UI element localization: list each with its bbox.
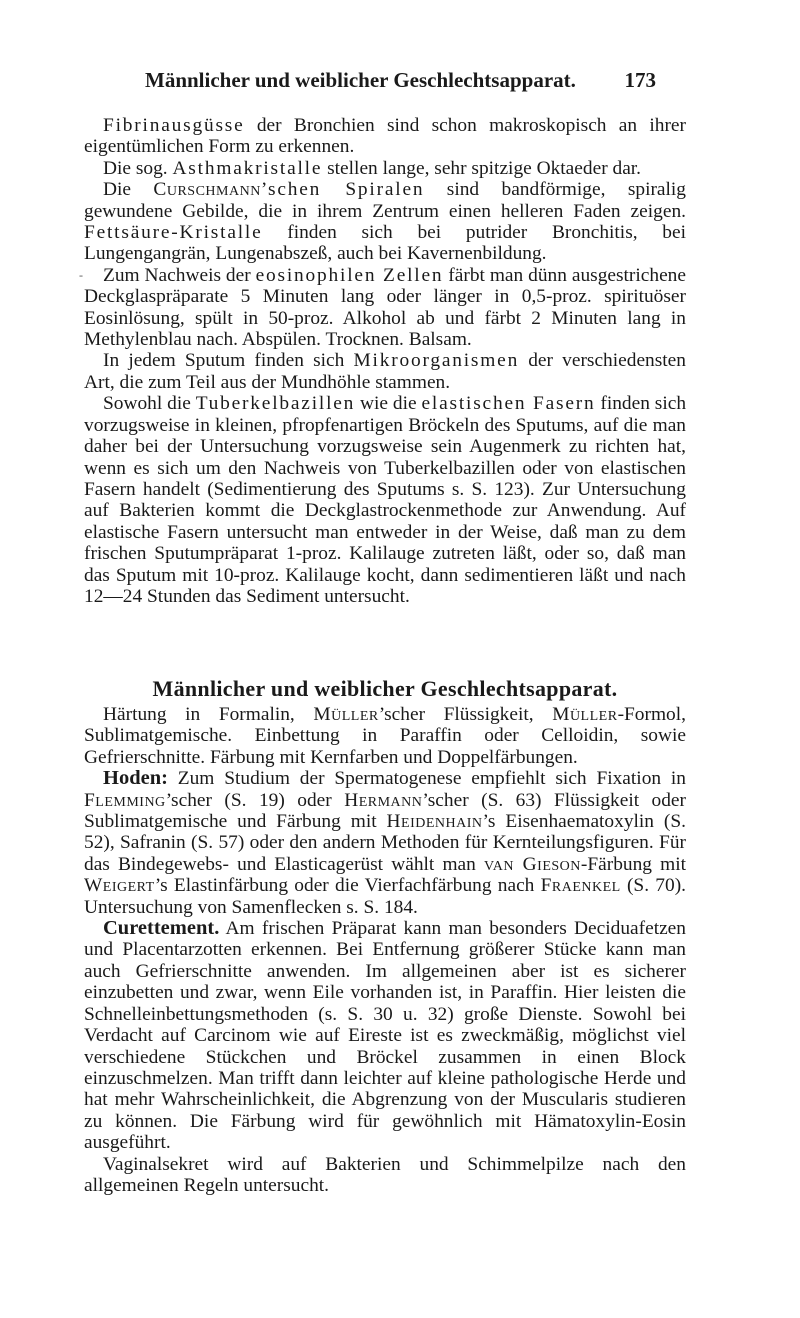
text-segment: Tuberkelbazillen (195, 393, 356, 415)
running-title: Männlicher und weiblicher Geschlechtsapparat. (145, 68, 576, 92)
text-segment: Müller (313, 704, 379, 725)
paragraph (84, 393, 686, 607)
text-segment: finden sich vorzugsweise in kleinen, pfropfenartigen Bröckeln des Sputums, auf die man daher bei der Untersuchung vorzugsweise sein Augenmerk zu richten hat, wenn es sich um den Nachweis von Tuberkelbazillen oder von elastischen Fasern handelt (Sedimentierung des Sputums s. S. 123). Zur Untersuchung auf Bakterien kommt die Deckglastrockenmethode zur Anwendung. Auf elastische Fasern untersucht man entweder in der Weise, daß man zu dem frischen Sputumpräparat 1-proz. Kalilauge zutreten läßt, oder so, daß man das Sputum mit 10-proz. Kalilauge kocht, dann sedimentieren läßt und nach 12—24 Stunden das Sediment untersucht. (84, 393, 687, 607)
text-segment: van Gieson (483, 853, 581, 875)
text-segment: Asthmakristalle (172, 157, 323, 179)
text-segment: Die (103, 179, 154, 201)
text-segment: färbt man dünn ausgestrichene Deckglaspräparate 5 Minuten lang oder länger in 0,5-proz. spirituöser Eosinlösung, spült in 50-proz. Alkohol ab und färbt 2 Minuten lang in Methylenblau nach. Abspülen. Trocknen. Balsam. (84, 264, 686, 351)
text-segment: Die sog. (103, 157, 173, 179)
text-segment: Am frischen Präparat kann man besonders Deciduafetzen und Placentarzotten erkennen. Bei Entfernung größerer Stücke kann man auch Gefrierschnitte anwenden. Im allgemeinen aber ist es sicherer einzubetten und zwar, wenn Eile vorhanden ist, in Paraffin. Hier leisten die Schnelleinbettungsmethoden (s. S. 30 u. 32) große Dienste. Sowohl bei Verdacht auf Carcinom wie auf Eireste ist es zweckmäßig, möglichst viel verschiedene Stückchen und Bröckel zusammen in einen Block einzuschmelzen. Man trifft dann leichter auf kleine pathologische Herde und hat mehr Wahrscheinlichkeit, die Abgrenzung von der Muscularis studieren zu können. Die Färbung wird für gewöhnlich mit Hämatoxylin-Eosin ausgeführt. (84, 918, 686, 1154)
text-segment: ’s Elastinfärbung oder die Vierfachfärbung nach (154, 875, 541, 897)
text-segment: sind bandförmige, spiralig gewundene Gebilde, die in ihrem Zentrum einen helleren Faden zeigen. (84, 179, 686, 222)
paragraph (84, 179, 686, 265)
page-number: 173 (624, 68, 656, 92)
text-segment: finden sich bei putrider Bronchitis, bei Lungengangrän, Lungenabszeß, auch bei Kavernenbildung. (84, 222, 686, 265)
paragraph (84, 158, 686, 179)
text-segment: Hoden: (103, 767, 168, 790)
text-segment: -Formol, Sublimatgemische. Einbettung in Paraffin oder Celloidin, sowie Gefrierschnitte. Färbung mit Kernfarben und Doppelfärbungen. (84, 704, 686, 768)
text-segment: Fettsäure-Kristalle (84, 222, 263, 244)
text-segment: elastischen Fasern (421, 393, 596, 415)
text-segment: Härtung in Formalin, (103, 704, 314, 725)
text-segment: Weigert (84, 875, 155, 897)
paragraph (84, 768, 686, 918)
text-segment: Curettement. (103, 917, 220, 940)
text-segment: Zum Studium der Spermatogenese empfiehlt sich Fixation in (167, 768, 686, 790)
body-text-part2 (84, 704, 686, 1196)
text-segment: Müller (552, 704, 618, 725)
text-segment: stellen lange, sehr spitzige Oktaeder dar. (322, 157, 642, 179)
text-segment: Flemming (84, 789, 166, 811)
text-segment: In jedem Sputum finden sich (103, 350, 354, 372)
text-segment: ’s Eisenhaematoxylin (S. 52), Safranin (S. 57) oder den andern Methoden für Kernteilungsfiguren. Für das Bindegewebs- und Elasticagerüst wählt man (84, 811, 687, 875)
text-segment: Fibrinausgüsse (103, 115, 245, 136)
paragraph (84, 265, 686, 351)
text-segment: ’scher (S. 63) Flüssigkeit oder Sublimatgemische und Färbung mit (84, 789, 686, 833)
section-heading: Männlicher und weiblicher Geschlechtsapparat. (152, 676, 618, 701)
text-segment: wie die (355, 393, 422, 415)
margin-mark: - (79, 268, 83, 282)
text-segment: (S. 70). Untersuchung von Samenflecken s. S. 184. (84, 875, 686, 918)
text-segment: Mikroorganismen (353, 350, 520, 372)
text-segment: Fraenkel (540, 875, 621, 897)
text-segment: Sowohl die (103, 393, 196, 415)
paragraph (84, 918, 686, 1153)
paragraph (84, 1154, 686, 1197)
paragraph (84, 704, 686, 768)
text-segment: Hermann (344, 789, 423, 811)
paragraph (84, 350, 686, 393)
text-segment: Zum Nachweis der (103, 264, 256, 286)
text-segment: der verschiedensten Art, die zum Teil aus der Mundhöhle stammen. (84, 350, 686, 393)
text-segment: ’schen Spiralen (260, 179, 425, 201)
text-segment: Heidenhain (386, 811, 483, 833)
text-segment: -Färbung mit (580, 853, 686, 875)
text-segment: Vaginalsekret wird auf Bakterien und Schimmelpilze nach den allgemeinen Regeln untersucht. (84, 1153, 686, 1196)
body-text-part1 (84, 115, 686, 607)
text-segment: Curschmann (153, 179, 261, 201)
text-segment: ’scher (S. 19) oder (165, 789, 345, 811)
text-segment: eosinophilen Zellen (255, 264, 444, 286)
text-segment: der Bronchien sind schon makroskopisch an ihrer eigentümlichen Form zu erkennen. (84, 115, 686, 158)
running-head (145, 68, 656, 96)
paragraph (84, 115, 686, 158)
text-segment: ’scher Flüssigkeit, (378, 704, 553, 725)
